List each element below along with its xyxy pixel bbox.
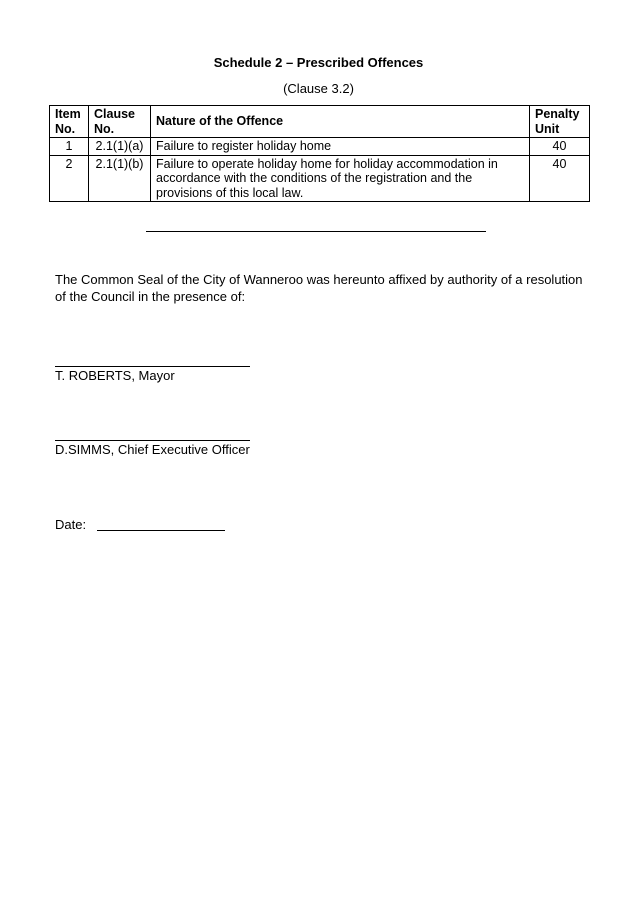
header-item-line2: No. bbox=[55, 121, 76, 136]
table-row bbox=[50, 155, 590, 202]
common-seal-statement: The Common Seal of the City of Wanneroo was hereunto affixed by authority of a resolution of the Council in the presence of: bbox=[55, 272, 583, 304]
header-nature: Nature of the Offence bbox=[151, 106, 530, 138]
row-item-no: 1 bbox=[50, 138, 89, 156]
table-row bbox=[50, 138, 590, 156]
row-nature: Failure to register holiday home bbox=[151, 138, 530, 156]
schedule-title: Schedule 2 – Prescribed Offences bbox=[213, 55, 424, 70]
header-clause-line2: No. bbox=[94, 121, 115, 136]
header-clause-no bbox=[89, 106, 151, 138]
row-penalty: 40 bbox=[530, 155, 590, 202]
section-divider bbox=[146, 231, 486, 232]
row-penalty: 40 bbox=[530, 138, 590, 156]
clause-reference: (Clause 3.2) bbox=[283, 81, 354, 96]
header-penalty-line2: Unit bbox=[535, 121, 560, 136]
offences-table bbox=[49, 105, 590, 202]
date-field-line bbox=[97, 530, 225, 531]
ceo-name: D.SIMMS, Chief Executive Officer bbox=[55, 442, 250, 457]
row-clause-no: 2.1(1)(a) bbox=[89, 138, 151, 156]
row-clause-no: 2.1(1)(b) bbox=[89, 155, 151, 202]
header-clause-line1: Clause bbox=[94, 107, 135, 121]
header-item-no bbox=[50, 106, 89, 138]
header-penalty-unit bbox=[530, 106, 590, 138]
table-header-row bbox=[50, 106, 590, 138]
mayor-name: T. ROBERTS, Mayor bbox=[55, 368, 175, 383]
row-item-no: 2 bbox=[50, 155, 89, 202]
header-penalty-line1: Penalty bbox=[535, 107, 580, 121]
header-item-line1: Item bbox=[55, 107, 81, 121]
date-label: Date: bbox=[55, 517, 87, 532]
ceo-signature-line bbox=[55, 440, 250, 441]
row-nature: Failure to operate holiday home for holiday accommodation in accordance with the conditions of the registration and the provisions of this local law. bbox=[151, 155, 530, 202]
mayor-signature-line bbox=[55, 366, 250, 367]
